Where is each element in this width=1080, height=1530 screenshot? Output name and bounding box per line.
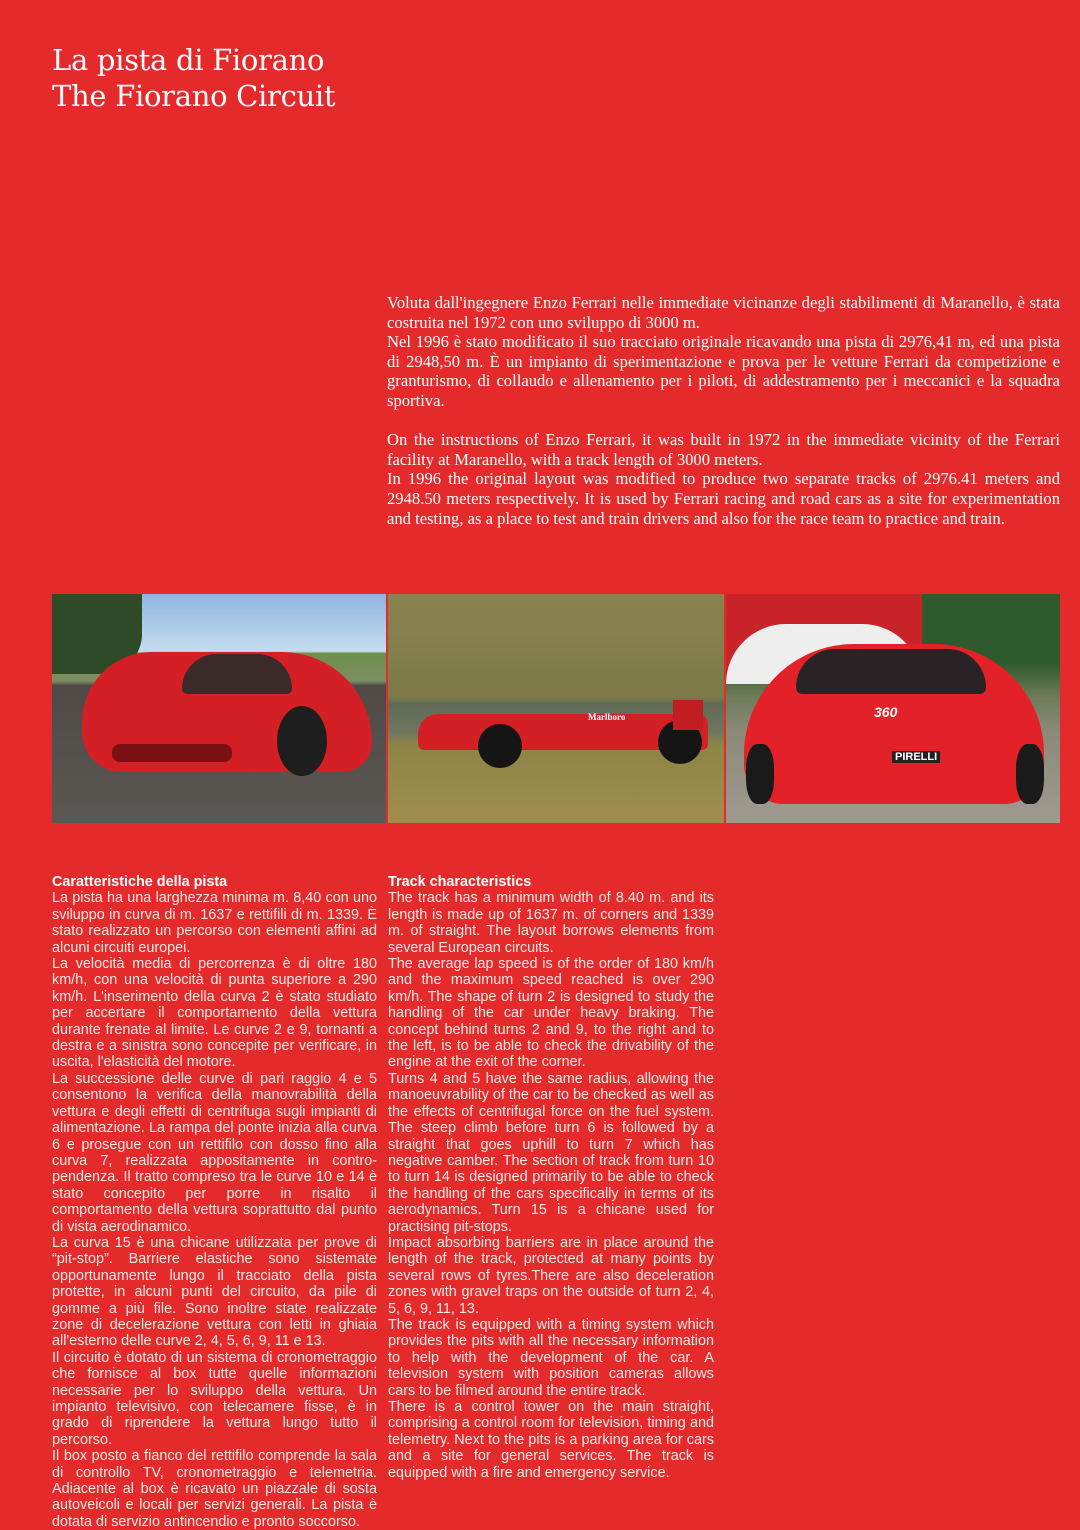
title-english: The Fiorano Circuit [52,79,336,113]
italian-column [52,874,377,1530]
intro-it-1: Voluta dall'ingegnere Enzo Ferrari nelle immediate vicinanze degli stabilimenti di Maranello, è stata costruita nel 1972 con uno sviluppo di 3000 m. [387,293,1060,332]
english-column [388,874,714,1481]
paragraph: Il box posto a fianco del rettifilo comprende la sala di controllo TV, cronometraggio e telemetria. Adiacente al box è ricavato un piazzale di sosta autoveicoli e locali per servizi generali. La pista è dotata di servizio antincendio e pronto soccorso. [52,1448,377,1530]
f1-sponsor: Marlboro [588,712,626,722]
paragraph: The average lap speed is of the order of 180 km/h and the maximum speed reached is over 290 km/h. The shape of turn 2 is designed to study the handling of the car under heavy braking. The concept behind turns 2 and 9, to the right and to the left, is to be able to check the drivability of the engine at the exit of the corner. [388,956,714,1071]
car-sponsor: PIRELLI [892,751,940,763]
intro-en-1: On the instructions of Enzo Ferrari, it was built in 1972 in the immediate vicinity of the Ferrari facility at Maranello, with a track length of 3000 meters. [387,430,1060,469]
title-italian: La pista di Fiorano [52,43,325,77]
paragraph: La pista ha una larghezza minima m. 8,40 con uno sviluppo in curva di m. 1637 e rettifili di m. 1339. È stato realizzato un percorso con elementi affini ad alcuni circuiti europei. [52,890,377,956]
paragraph: Il circuito è dotato di un sistema di cronometraggio che fornisce al box tutte quelle informazioni necessarie per lo sviluppo della vettura. Un impianto televisivo, con telecamere fisse, è in grado di riprendere la vettura lungo tutto il percorso. [52,1349,377,1448]
paragraph: La curva 15 è una chicane utilizzata per prove di “pit-stop”. Barriere elastiche sono sistemate opportunamente lungo il tracciato della pista protette, in alcuni punti del circuito, da pile di gomme a più file. Sono inoltre state realizzate zone di decelerazione vettura con letti in ghiaia all'esterno delle curve 2, 4, 5, 6, 9, 11 e 13. [52,1234,377,1350]
photo-360-modena [726,594,1060,823]
page-title [52,42,335,114]
photo-strip [52,594,1060,823]
intro-en-2: In 1996 the original layout was modified to produce two separate tracks of 2976.41 meters and 2948.50 meters respectively. It is used by Ferrari racing and road cars as a site for experimentation and testing, as a place to test and train drivers and also for the race team to practice and train. [387,469,1060,528]
english-heading: Track characteristics [388,874,532,890]
italian-heading: Caratteristiche della pista [52,874,228,890]
intro-text [387,293,1060,528]
paragraph: La velocità media di percorrenza è di oltre 180 km/h, con una velocità di punta superiore a 290 km/h. L'inserimento della curva 2 è stato studiato per accertare il comportamento della vettura durante frenate al limite. Le curve 2 e 9, tornanti a destra e a sinistra sono concepite per verificare, in uscita, l'elasticità del motore. [52,956,377,1071]
intro-it-2: Nel 1996 è stato modificato il suo tracciato originale ricavando una pista di 2976,41 m, ed una pista di 2948,50 m. È un impianto di sperimentazione e prova per le vetture Ferrari da competizione e granturismo, di collaudo e allenamento per i piloti, di addestramento per i meccanici e la squadra sportiva. [387,332,1060,410]
photo-550-maranello [52,594,386,823]
photo-f1-car [388,594,724,823]
paragraph: Turns 4 and 5 have the same radius, allowing the manoeuvrability of the car to be checked as well as the effects of centrifugal force on the fuel system. The steep climb before turn 6 is followed by a straight that goes uphill to turn 7 which has negative camber. The section of track from turn 10 to turn 14 is designed primarily to be able to check the handling of the cars specifically in terms of its aerodynamics. Turn 15 is a chicane used for practising pit-stops. [388,1070,714,1235]
paragraph: The track is equipped with a timing system which provides the pits with all the necessary information to help with the development of the car. A television system with position cameras allows cars to be filmed around the entire track. [388,1316,714,1399]
paragraph: The track has a minimum width of 8.40 m. and its length is made up of 1637 m. of corners and 1339 m. of straight. The layout borrows elements from several European circuits. [388,890,714,956]
paragraph: La successione delle curve di pari raggio 4 e 5 consentono la verifica della manovrabilità della vettura e degli effetti di centrifuga sugli impianti di alimentazione. La rampa del ponte inizia alla curva 6 e prosegue con un rettifilo con dosso fino alla curva 7, realizzata appositamente in contro-pendenza. Il tratto compreso tra le curve 10 e 14 è stato concepito per porre in risalto il comportamento della vettura soprattutto dal punto di vista aerodinamico. [52,1070,377,1235]
paragraph: Impact absorbing barriers are in place around the length of the track, protected at many points by several rows of tyres.There are also deceleration zones with gravel traps on the outside of turn 2, 4, 5, 6, 9, 11, 13. [388,1234,714,1317]
paragraph: There is a control tower on the main straight, comprising a control room for television, timing and telemetry. Next to the pits is a parking area for cars and a site for general services. The track is equipped with a fire and emergency service. [388,1399,714,1481]
car-badge: 360 [874,704,898,720]
